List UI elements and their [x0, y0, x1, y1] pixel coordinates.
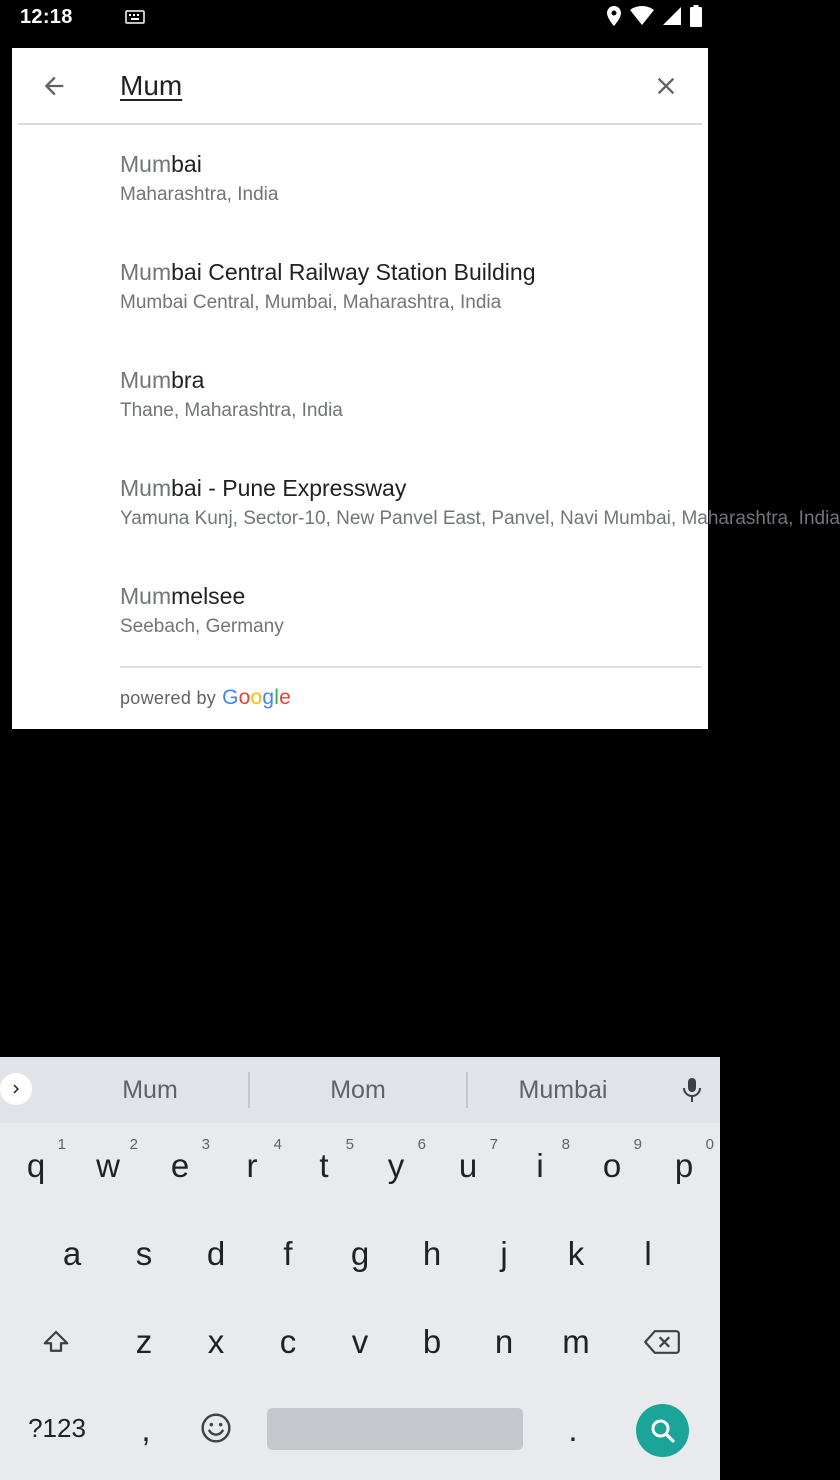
- key-label: y: [387, 1147, 405, 1184]
- key-a[interactable]: [36, 1214, 108, 1294]
- key-q[interactable]: [0, 1126, 72, 1206]
- battery-icon: [690, 5, 702, 32]
- key-label: r: [246, 1147, 258, 1184]
- key-j[interactable]: [468, 1214, 540, 1294]
- key-e[interactable]: [144, 1126, 216, 1206]
- space-key[interactable]: [267, 1408, 523, 1450]
- key-r[interactable]: [216, 1126, 288, 1206]
- key-s[interactable]: [108, 1214, 180, 1294]
- suggestion-strip: [0, 1057, 720, 1123]
- result-subtitle: Thane, Maharashtra, India: [120, 400, 343, 421]
- result-item[interactable]: [12, 341, 708, 449]
- key-label: z: [135, 1323, 153, 1360]
- key-w[interactable]: [72, 1126, 144, 1206]
- voice-input-button[interactable]: [672, 1070, 712, 1110]
- key-hint: 8: [561, 1136, 570, 1153]
- clear-button[interactable]: [646, 66, 686, 106]
- key-label: c: [279, 1323, 297, 1360]
- key-h[interactable]: [396, 1214, 468, 1294]
- results-divider: [120, 666, 702, 668]
- key-label: u: [458, 1147, 478, 1184]
- key-label: o: [602, 1147, 622, 1184]
- key-label: t: [319, 1147, 329, 1184]
- suggestion-2[interactable]: Mom: [330, 1075, 386, 1104]
- key-hint: 1: [57, 1136, 66, 1153]
- result-title: Mummelsee: [120, 583, 246, 609]
- comma-key[interactable]: ,: [141, 1411, 151, 1448]
- key-label: a: [62, 1235, 82, 1272]
- mic-icon: [680, 1076, 704, 1104]
- key-label: g: [350, 1235, 370, 1272]
- arrow-back-icon: [40, 72, 68, 100]
- key-label: v: [351, 1323, 369, 1360]
- key-label: b: [422, 1323, 442, 1360]
- backspace-key[interactable]: [630, 1306, 694, 1378]
- key-label: q: [26, 1147, 46, 1184]
- key-label: m: [562, 1323, 590, 1360]
- key-label: e: [170, 1147, 190, 1184]
- key-hint: 9: [633, 1136, 642, 1153]
- key-d[interactable]: [180, 1214, 252, 1294]
- signal-icon: [662, 6, 682, 31]
- suggestion-1[interactable]: Mum: [122, 1075, 178, 1104]
- search-bar: [12, 48, 708, 124]
- key-hint: 5: [345, 1136, 354, 1153]
- search-action-key[interactable]: [636, 1404, 689, 1457]
- key-label: n: [494, 1323, 514, 1360]
- result-item[interactable]: [12, 449, 840, 557]
- key-i[interactable]: [504, 1126, 576, 1206]
- key-label: h: [422, 1235, 442, 1272]
- google-logo-letter: l: [274, 686, 280, 709]
- key-f[interactable]: [252, 1214, 324, 1294]
- place-autocomplete-card: [12, 48, 840, 729]
- backspace-icon: [644, 1328, 680, 1356]
- suggestion-3[interactable]: Mumbai: [518, 1075, 608, 1104]
- key-label: k: [567, 1235, 585, 1272]
- key-k[interactable]: [540, 1214, 612, 1294]
- status-icons: [606, 6, 702, 30]
- key-hint: 0: [705, 1136, 714, 1153]
- search-icon: [648, 1416, 678, 1446]
- powered-by-google: [120, 686, 291, 712]
- key-b[interactable]: [396, 1302, 468, 1382]
- keyboard-icon: [125, 10, 145, 24]
- key-label: p: [674, 1147, 694, 1184]
- chevron-right-icon: [7, 1080, 25, 1098]
- key-label: f: [283, 1235, 293, 1272]
- key-hint: 7: [489, 1136, 498, 1153]
- period-key[interactable]: .: [568, 1411, 578, 1448]
- back-button[interactable]: [34, 66, 74, 106]
- key-o[interactable]: [576, 1126, 648, 1206]
- google-logo-letter: g: [262, 686, 275, 709]
- google-logo-letter: o: [250, 686, 263, 709]
- result-item[interactable]: [12, 125, 708, 233]
- status-bar: [0, 0, 720, 36]
- key-label: w: [96, 1147, 120, 1184]
- key-hint: 6: [417, 1136, 426, 1153]
- key-x[interactable]: [180, 1302, 252, 1382]
- google-logo-letter: G: [222, 686, 239, 709]
- key-label: x: [207, 1323, 225, 1360]
- emoji-icon: [200, 1412, 232, 1444]
- key-c[interactable]: [252, 1302, 324, 1382]
- key-v[interactable]: [324, 1302, 396, 1382]
- result-subtitle: Seebach, Germany: [120, 616, 284, 637]
- key-y[interactable]: [360, 1126, 432, 1206]
- result-title: Mumbai Central Railway Station Building: [120, 259, 536, 285]
- key-label: l: [644, 1235, 652, 1272]
- result-subtitle: Mumbai Central, Mumbai, Maharashtra, India: [120, 292, 502, 313]
- location-icon: [606, 5, 622, 32]
- key-label: s: [135, 1235, 153, 1272]
- key-p[interactable]: [648, 1126, 720, 1206]
- shift-icon: [41, 1327, 71, 1357]
- result-subtitle: Maharashtra, India: [120, 184, 279, 205]
- key-t[interactable]: [288, 1126, 360, 1206]
- key-n[interactable]: [468, 1302, 540, 1382]
- key-label: i: [536, 1147, 544, 1184]
- key-l[interactable]: [612, 1214, 684, 1294]
- key-label: j: [500, 1235, 508, 1272]
- search-input[interactable]: [120, 64, 620, 108]
- expand-toolbar-button[interactable]: [0, 1073, 32, 1105]
- emoji-key[interactable]: [190, 1400, 242, 1456]
- key-g[interactable]: [324, 1214, 396, 1294]
- google-logo-letter: e: [279, 686, 292, 709]
- key-hint: 2: [129, 1136, 138, 1153]
- wifi-icon: [630, 6, 654, 31]
- result-title: Mumbai - Pune Expressway: [120, 475, 407, 501]
- key-u[interactable]: [432, 1126, 504, 1206]
- google-logo: [222, 686, 291, 710]
- key-m[interactable]: [540, 1302, 612, 1382]
- result-subtitle: Yamuna Kunj, Sector-10, New Panvel East, Panvel, Navi Mumbai, Maharashtra, India: [120, 508, 840, 529]
- key-hint: 4: [273, 1136, 282, 1153]
- google-logo-letter: o: [238, 686, 251, 709]
- key-z[interactable]: [108, 1302, 180, 1382]
- key-label: d: [206, 1235, 226, 1272]
- status-time: 12:18: [20, 6, 73, 28]
- result-title: Mumbai: [120, 151, 202, 177]
- shift-key[interactable]: [26, 1306, 86, 1378]
- powered-by-label: powered by: [120, 688, 217, 708]
- result-title: Mumbra: [120, 367, 205, 393]
- symbols-key[interactable]: ?123: [28, 1412, 86, 1443]
- result-item[interactable]: [12, 557, 708, 665]
- close-icon: [652, 72, 680, 100]
- result-item[interactable]: [12, 233, 708, 341]
- key-hint: 3: [201, 1136, 210, 1153]
